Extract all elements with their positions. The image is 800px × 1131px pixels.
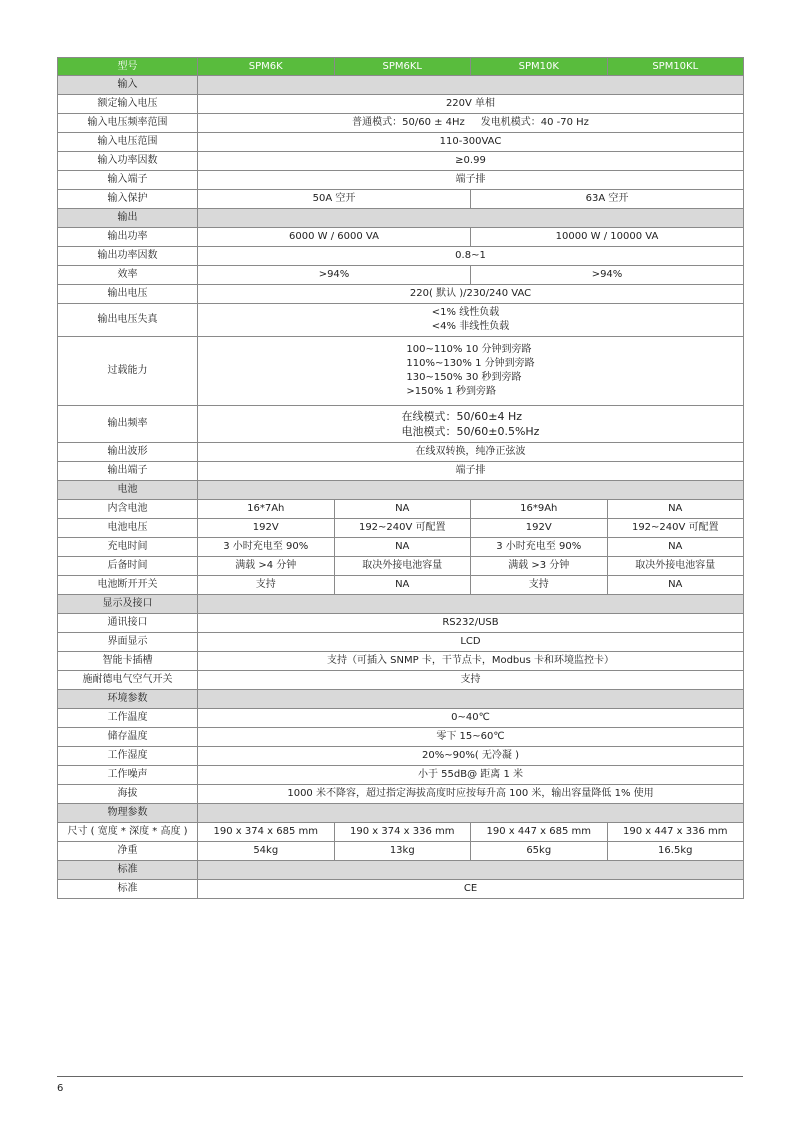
row-label: 通讯接口 [58, 614, 198, 633]
row-label: 输入功率因数 [58, 152, 198, 171]
row-value: 1000 米不降容，超过指定海拔高度时应按每升高 100 米，输出容量降低 1% 使用 [198, 785, 744, 804]
row-label: 输出功率 [58, 228, 198, 247]
row-label: 输出电压 [58, 285, 198, 304]
row-cell: 满载 >3 分钟 [471, 557, 608, 576]
model-header: SPM6KL [334, 58, 471, 76]
section-title: 环境参数 [58, 690, 198, 709]
table-row [58, 671, 744, 690]
row-label: 界面显示 [58, 633, 198, 652]
section-title: 输出 [58, 209, 198, 228]
row-cell: 190 x 374 x 685 mm [198, 823, 335, 842]
row-label: 内含电池 [58, 500, 198, 519]
row-label: 净重 [58, 842, 198, 861]
row-label: 输出频率 [58, 406, 198, 443]
row-label: 电池电压 [58, 519, 198, 538]
table-row [58, 880, 744, 899]
section-row [58, 209, 744, 228]
row-value-part: 发电机模式：40 -70 Hz [480, 117, 589, 128]
row-value-line: <4% 非线性负载 [431, 321, 510, 332]
section-row [58, 804, 744, 823]
section-row [58, 595, 744, 614]
table-row [58, 576, 744, 595]
section-row [58, 861, 744, 880]
row-value [198, 304, 744, 337]
row-label: 电池断开开关 [58, 576, 198, 595]
row-value-part: 普通模式：50/60 ± 4Hz [352, 117, 465, 128]
row-label: 输出电压失真 [58, 304, 198, 337]
row-cell: NA [334, 500, 471, 519]
row-value: CE [198, 880, 744, 899]
row-cell: 16*7Ah [198, 500, 335, 519]
table-row [58, 462, 744, 481]
row-cell: NA [607, 538, 744, 557]
table-row [58, 557, 744, 576]
table-row [58, 228, 744, 247]
table-row [58, 114, 744, 133]
row-value-line: >150% 1 秒到旁路 [406, 386, 497, 397]
row-label: 过载能力 [58, 337, 198, 406]
row-value: 20%~90%( 无冷凝 ) [198, 747, 744, 766]
row-value: 零下 15~60℃ [198, 728, 744, 747]
row-cell: NA [607, 576, 744, 595]
section-title: 显示及接口 [58, 595, 198, 614]
section-row [58, 76, 744, 95]
row-cell: 192V [198, 519, 335, 538]
row-value [198, 114, 744, 133]
row-label: 标准 [58, 880, 198, 899]
row-label: 输入电压范围 [58, 133, 198, 152]
row-label: 工作温度 [58, 709, 198, 728]
section-row [58, 481, 744, 500]
row-value [198, 337, 744, 406]
row-value-line: <1% 线性负载 [431, 307, 500, 318]
table-row [58, 152, 744, 171]
row-label: 尺寸 ( 宽度 * 深度 * 高度 ) [58, 823, 198, 842]
row-value: >94% [471, 266, 744, 285]
table-row [58, 823, 744, 842]
row-cell: 16.5kg [607, 842, 744, 861]
row-label: 输入电压频率范围 [58, 114, 198, 133]
table-row [58, 171, 744, 190]
row-cell: NA [334, 538, 471, 557]
table-row [58, 190, 744, 209]
row-value-line: 电池模式：50/60±0.5%Hz [401, 425, 540, 438]
model-header: SPM10K [471, 58, 608, 76]
row-value: 6000 W / 6000 VA [198, 228, 471, 247]
row-value-line: 在线模式：50/60±4 Hz [401, 410, 522, 423]
table-row [58, 633, 744, 652]
row-value: 支持（可插入 SNMP 卡，干节点卡，Modbus 卡和环境监控卡） [198, 652, 744, 671]
row-label: 输出波形 [58, 443, 198, 462]
row-cell: 取决外接电池容量 [334, 557, 471, 576]
row-value: LCD [198, 633, 744, 652]
row-label: 效率 [58, 266, 198, 285]
table-row [58, 766, 744, 785]
row-label: 工作湿度 [58, 747, 198, 766]
row-label: 海拔 [58, 785, 198, 804]
table-row [58, 443, 744, 462]
row-value: 端子排 [198, 171, 744, 190]
row-value: 63A 空开 [471, 190, 744, 209]
row-value-line: 110%~130% 1 分钟到旁路 [406, 358, 535, 369]
footer-divider [57, 1076, 743, 1077]
row-value: 220V 单相 [198, 95, 744, 114]
table-row [58, 337, 744, 406]
row-label: 智能卡插槽 [58, 652, 198, 671]
row-cell: 3 小时充电至 90% [198, 538, 335, 557]
table-row [58, 519, 744, 538]
row-cell: 54kg [198, 842, 335, 861]
table-row [58, 406, 744, 443]
header-row [58, 58, 744, 76]
table-row [58, 785, 744, 804]
row-cell: 支持 [471, 576, 608, 595]
row-value: 端子排 [198, 462, 744, 481]
row-value: RS232/USB [198, 614, 744, 633]
row-cell: 支持 [198, 576, 335, 595]
row-label: 额定输入电压 [58, 95, 198, 114]
row-cell: 65kg [471, 842, 608, 861]
page-number: 6 [57, 1083, 64, 1094]
row-value: 在线双转换，纯净正弦波 [198, 443, 744, 462]
row-value: ≥0.99 [198, 152, 744, 171]
row-label: 输入保护 [58, 190, 198, 209]
row-cell: 190 x 447 x 336 mm [607, 823, 744, 842]
table-row [58, 614, 744, 633]
row-cell: 190 x 447 x 685 mm [471, 823, 608, 842]
row-value: 0~40℃ [198, 709, 744, 728]
row-value: 110-300VAC [198, 133, 744, 152]
model-header: SPM6K [198, 58, 335, 76]
spec-table [57, 57, 744, 899]
row-cell: 取决外接电池容量 [607, 557, 744, 576]
table-row [58, 266, 744, 285]
row-value [198, 406, 744, 443]
section-row [58, 690, 744, 709]
row-value-line: 130~150% 30 秒到旁路 [406, 372, 522, 383]
row-cell: 3 小时充电至 90% [471, 538, 608, 557]
model-header: SPM10KL [607, 58, 744, 76]
table-row [58, 285, 744, 304]
row-cell: 16*9Ah [471, 500, 608, 519]
row-label: 输出端子 [58, 462, 198, 481]
row-value: 0.8~1 [198, 247, 744, 266]
section-title: 标准 [58, 861, 198, 880]
table-row [58, 500, 744, 519]
table-row [58, 652, 744, 671]
row-label: 后备时间 [58, 557, 198, 576]
table-row [58, 747, 744, 766]
row-value: 220( 默认 )/230/240 VAC [198, 285, 744, 304]
row-cell: 192~240V 可配置 [334, 519, 471, 538]
table-row [58, 709, 744, 728]
section-title: 输入 [58, 76, 198, 95]
row-label: 施耐德电气空气开关 [58, 671, 198, 690]
row-label: 输出功率因数 [58, 247, 198, 266]
table-row [58, 304, 744, 337]
row-label: 工作噪声 [58, 766, 198, 785]
row-cell: 192~240V 可配置 [607, 519, 744, 538]
row-value: 50A 空开 [198, 190, 471, 209]
row-label: 输入端子 [58, 171, 198, 190]
row-cell: 190 x 374 x 336 mm [334, 823, 471, 842]
row-cell: NA [334, 576, 471, 595]
section-title: 物理参数 [58, 804, 198, 823]
row-value: >94% [198, 266, 471, 285]
table-row [58, 538, 744, 557]
row-cell: 满载 >4 分钟 [198, 557, 335, 576]
row-cell: NA [607, 500, 744, 519]
row-label: 充电时间 [58, 538, 198, 557]
table-row [58, 842, 744, 861]
table-row [58, 728, 744, 747]
table-row [58, 133, 744, 152]
row-value: 10000 W / 10000 VA [471, 228, 744, 247]
section-title: 电池 [58, 481, 198, 500]
row-cell: 192V [471, 519, 608, 538]
table-row [58, 95, 744, 114]
row-value: 小于 55dB@ 距离 1 米 [198, 766, 744, 785]
row-value-line: 100~110% 10 分钟到旁路 [406, 344, 532, 355]
row-cell: 13kg [334, 842, 471, 861]
table-row [58, 247, 744, 266]
model-label-header: 型号 [58, 58, 198, 76]
row-value: 支持 [198, 671, 744, 690]
row-label: 储存温度 [58, 728, 198, 747]
